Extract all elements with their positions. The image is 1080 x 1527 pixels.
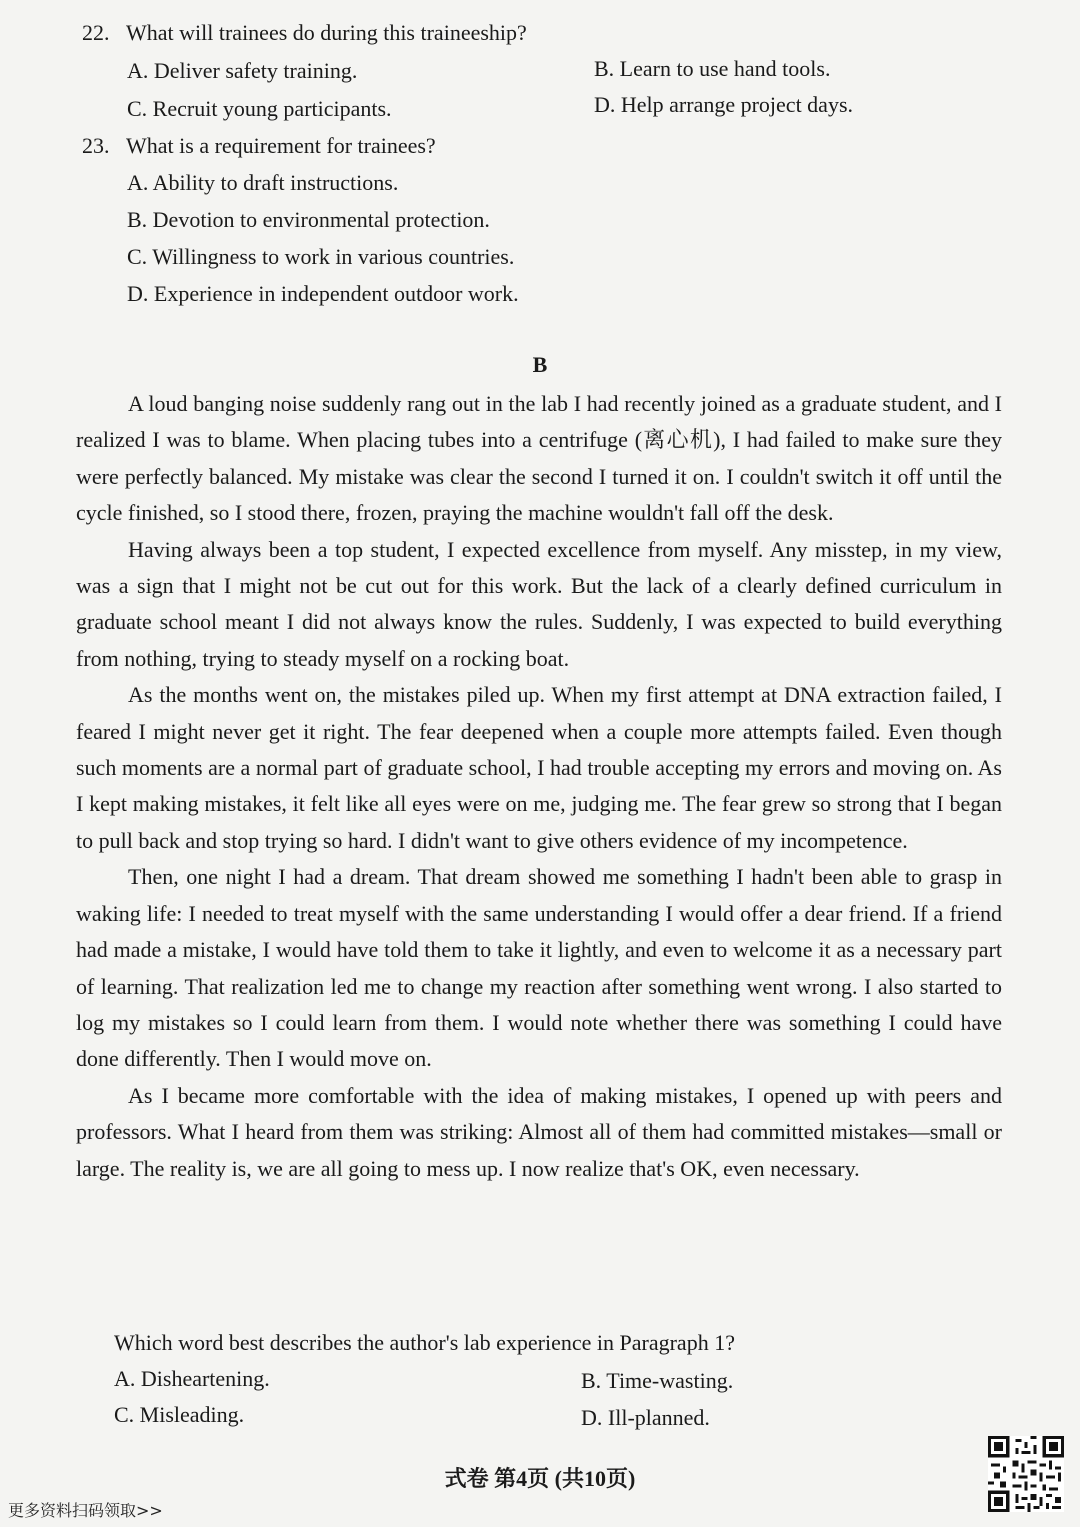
question-24-option-d: D. Ill-planned. xyxy=(581,1405,710,1430)
question-23-option-b: B. Devotion to environmental protection. xyxy=(127,207,490,232)
section-heading: B xyxy=(532,352,548,377)
question-22-stem xyxy=(82,20,527,46)
question-22-option-b: B. Learn to use hand tools. xyxy=(594,56,831,81)
question-22-option-d: D. Help arrange project days. xyxy=(594,92,854,117)
passage-paragraph-5: As I became more comfortable with the idea of making mistakes, I opened up with peers and professors. What I heard from them was striking: Almost all of them had committed mistakes—small or large. The reality is, we are all going to mess up. I now realize that's OK, even necessary. xyxy=(76,1082,1002,1181)
passage-paragraph-1: A loud banging noise suddenly rang out in the lab I had recently joined as a graduate student, and I realized I was to blame. When placing tubes into a centrifuge (离心机), I had failed to make sure they were perfectly balanced. My mistake was clear the second I turned it on. I couldn't switch it off until the cycle finished, so I stood there, frozen, praying the machine wouldn't fall off the desk. xyxy=(76,391,1002,526)
question-23-number: 23. xyxy=(82,133,110,158)
reading-passage xyxy=(76,386,1002,1187)
question-23-option-c: C. Willingness to work in various countries. xyxy=(127,244,515,269)
more-resources-link[interactable]: 更多资料扫码领取>> xyxy=(8,1501,163,1520)
page-footer: 式卷 第4页 (共10页) xyxy=(444,1466,636,1491)
qr-code-icon[interactable] xyxy=(988,1436,1064,1512)
question-23-option-a: A. Ability to draft instructions. xyxy=(127,170,399,195)
question-22-number: 22. xyxy=(82,20,110,45)
question-24-option-c: C. Misleading. xyxy=(114,1402,245,1427)
question-22-option-c: C. Recruit young participants. xyxy=(127,96,392,121)
question-23-option-d: D. Experience in independent outdoor work. xyxy=(127,281,519,306)
passage-paragraph-2: Having always been a top student, I expected excellence from myself. Any misstep, in my view, was a sign that I might not be cut out for this work. But the lack of a clearly defined curriculum in graduate school meant I did not always know the rules. Suddenly, I was expected to build everything from nothing, trying to steady myself on a rocking boat. xyxy=(76,536,1002,671)
question-23-text: What is a requirement for trainees? xyxy=(126,133,436,158)
question-24-stem: Which word best describes the author's lab experience in Paragraph 1? xyxy=(114,1330,735,1355)
passage-paragraph-3: As the months went on, the mistakes piled up. When my first attempt at DNA extraction failed, I feared I might never get it right. The fear deepened when a couple more attempts failed. Even though such moments are a normal part of graduate school, I had trouble accepting my errors and moving on. As I kept making mistakes, it felt like all eyes were on me, judging me. The fear grew so strong that I began to pull back and stop trying so hard. I didn't want to give others evidence of my incompetence. xyxy=(76,682,1002,853)
question-22-option-a: A. Deliver safety training. xyxy=(127,58,358,83)
question-22-text: What will trainees do during this traineeship? xyxy=(126,20,527,45)
question-23-stem xyxy=(82,133,436,159)
passage-paragraph-4: Then, one night I had a dream. That dream showed me something I hadn't been able to grasp in waking life: I needed to treat myself with the same understanding I would offer a dear friend. If a friend had made a mistake, I would have told them to take it lightly, and even to welcome it as a necessary part of learning. That realization led me to change my reaction after something went wrong. I also started to log my mistakes so I could learn from them. I would note whether there was something I could have done differently. Then I would move on. xyxy=(76,864,1002,1072)
question-24-option-b: B. Time-wasting. xyxy=(581,1368,734,1393)
question-24-option-a: A. Disheartening. xyxy=(114,1366,270,1391)
